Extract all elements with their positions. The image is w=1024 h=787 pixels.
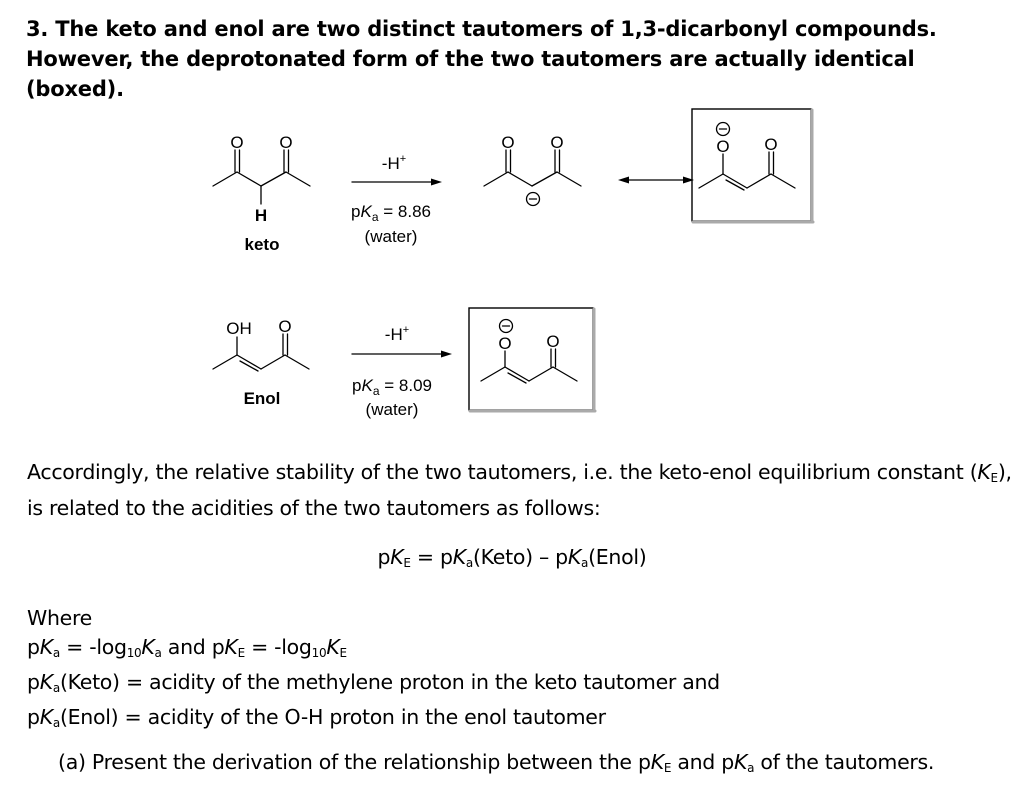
enol-oh-label: OH (226, 319, 252, 338)
question-title: 3. The keto and enol are two distinct tautomers of 1,3-dicarbonyl compounds. However, the deprotonated form of the two tautomers are actually identical (boxed). (26, 17, 937, 101)
pke-equation: $pK_E$ = $pK_a(Keto)$ – $pK_a(Enol)$ (377, 545, 647, 570)
definition-line-3: $pK_a(Enol)$ = acidity of the O-H proton in the enol tautomer (27, 705, 606, 730)
keto-h-label: H (254, 206, 268, 225)
keto-o-right: O (279, 133, 293, 152)
carbanion-o-right: O (550, 133, 564, 152)
enol-o-label: O (278, 317, 292, 336)
definition-line-1: $pK_a = -\log_{10}K_a$ and $pK_E = -\log_{10}K_E$ (27, 635, 347, 660)
explanation-paragraph: Accordingly, the relative stability of the two tautomers, i.e. the keto-enol equilibrium constant $(K_E)$, is related to the acidities of the two tautomers as follows: (27, 460, 1012, 520)
enol-structure (213, 334, 309, 371)
enolate-top-o-right: O (764, 135, 778, 154)
carbanion-o-left: O (501, 133, 515, 152)
keto-structure (213, 150, 310, 204)
reaction-scheme (0, 95, 1024, 435)
enolate-structure-top (699, 123, 795, 191)
enol-reagent: -H+ (384, 324, 410, 344)
enolate-structure-bottom (481, 320, 577, 384)
keto-reagent: -H+ (381, 153, 407, 173)
keto-label: keto (244, 235, 280, 254)
enol-pka: $pK_a = 8.09$ (352, 376, 432, 398)
keto-solvent: (water) (364, 227, 418, 246)
enolate-box-top (692, 109, 811, 221)
definition-line-2: $pK_a(Keto)$ = acidity of the methylene proton in the keto tautomer and (27, 670, 720, 695)
definitions-block (27, 604, 720, 738)
where-heading: Where (27, 606, 92, 630)
keto-pka: $pK_a = 8.86$ (351, 202, 431, 224)
enolate-box-bottom (469, 308, 593, 410)
part-a-question: (a) Present the derivation of the relationship between the $pK_E$ and $pK_a$ of the tautomers. (58, 750, 935, 775)
keto-o-left: O (230, 133, 244, 152)
enol-solvent: (water) (365, 400, 419, 419)
enolate-top-o-left: O (716, 137, 730, 156)
enol-label: Enol (243, 389, 281, 408)
carbanion-structure (484, 150, 581, 206)
enolate-bottom-o-left: O (498, 334, 512, 353)
enolate-bottom-o-right: O (546, 332, 560, 351)
